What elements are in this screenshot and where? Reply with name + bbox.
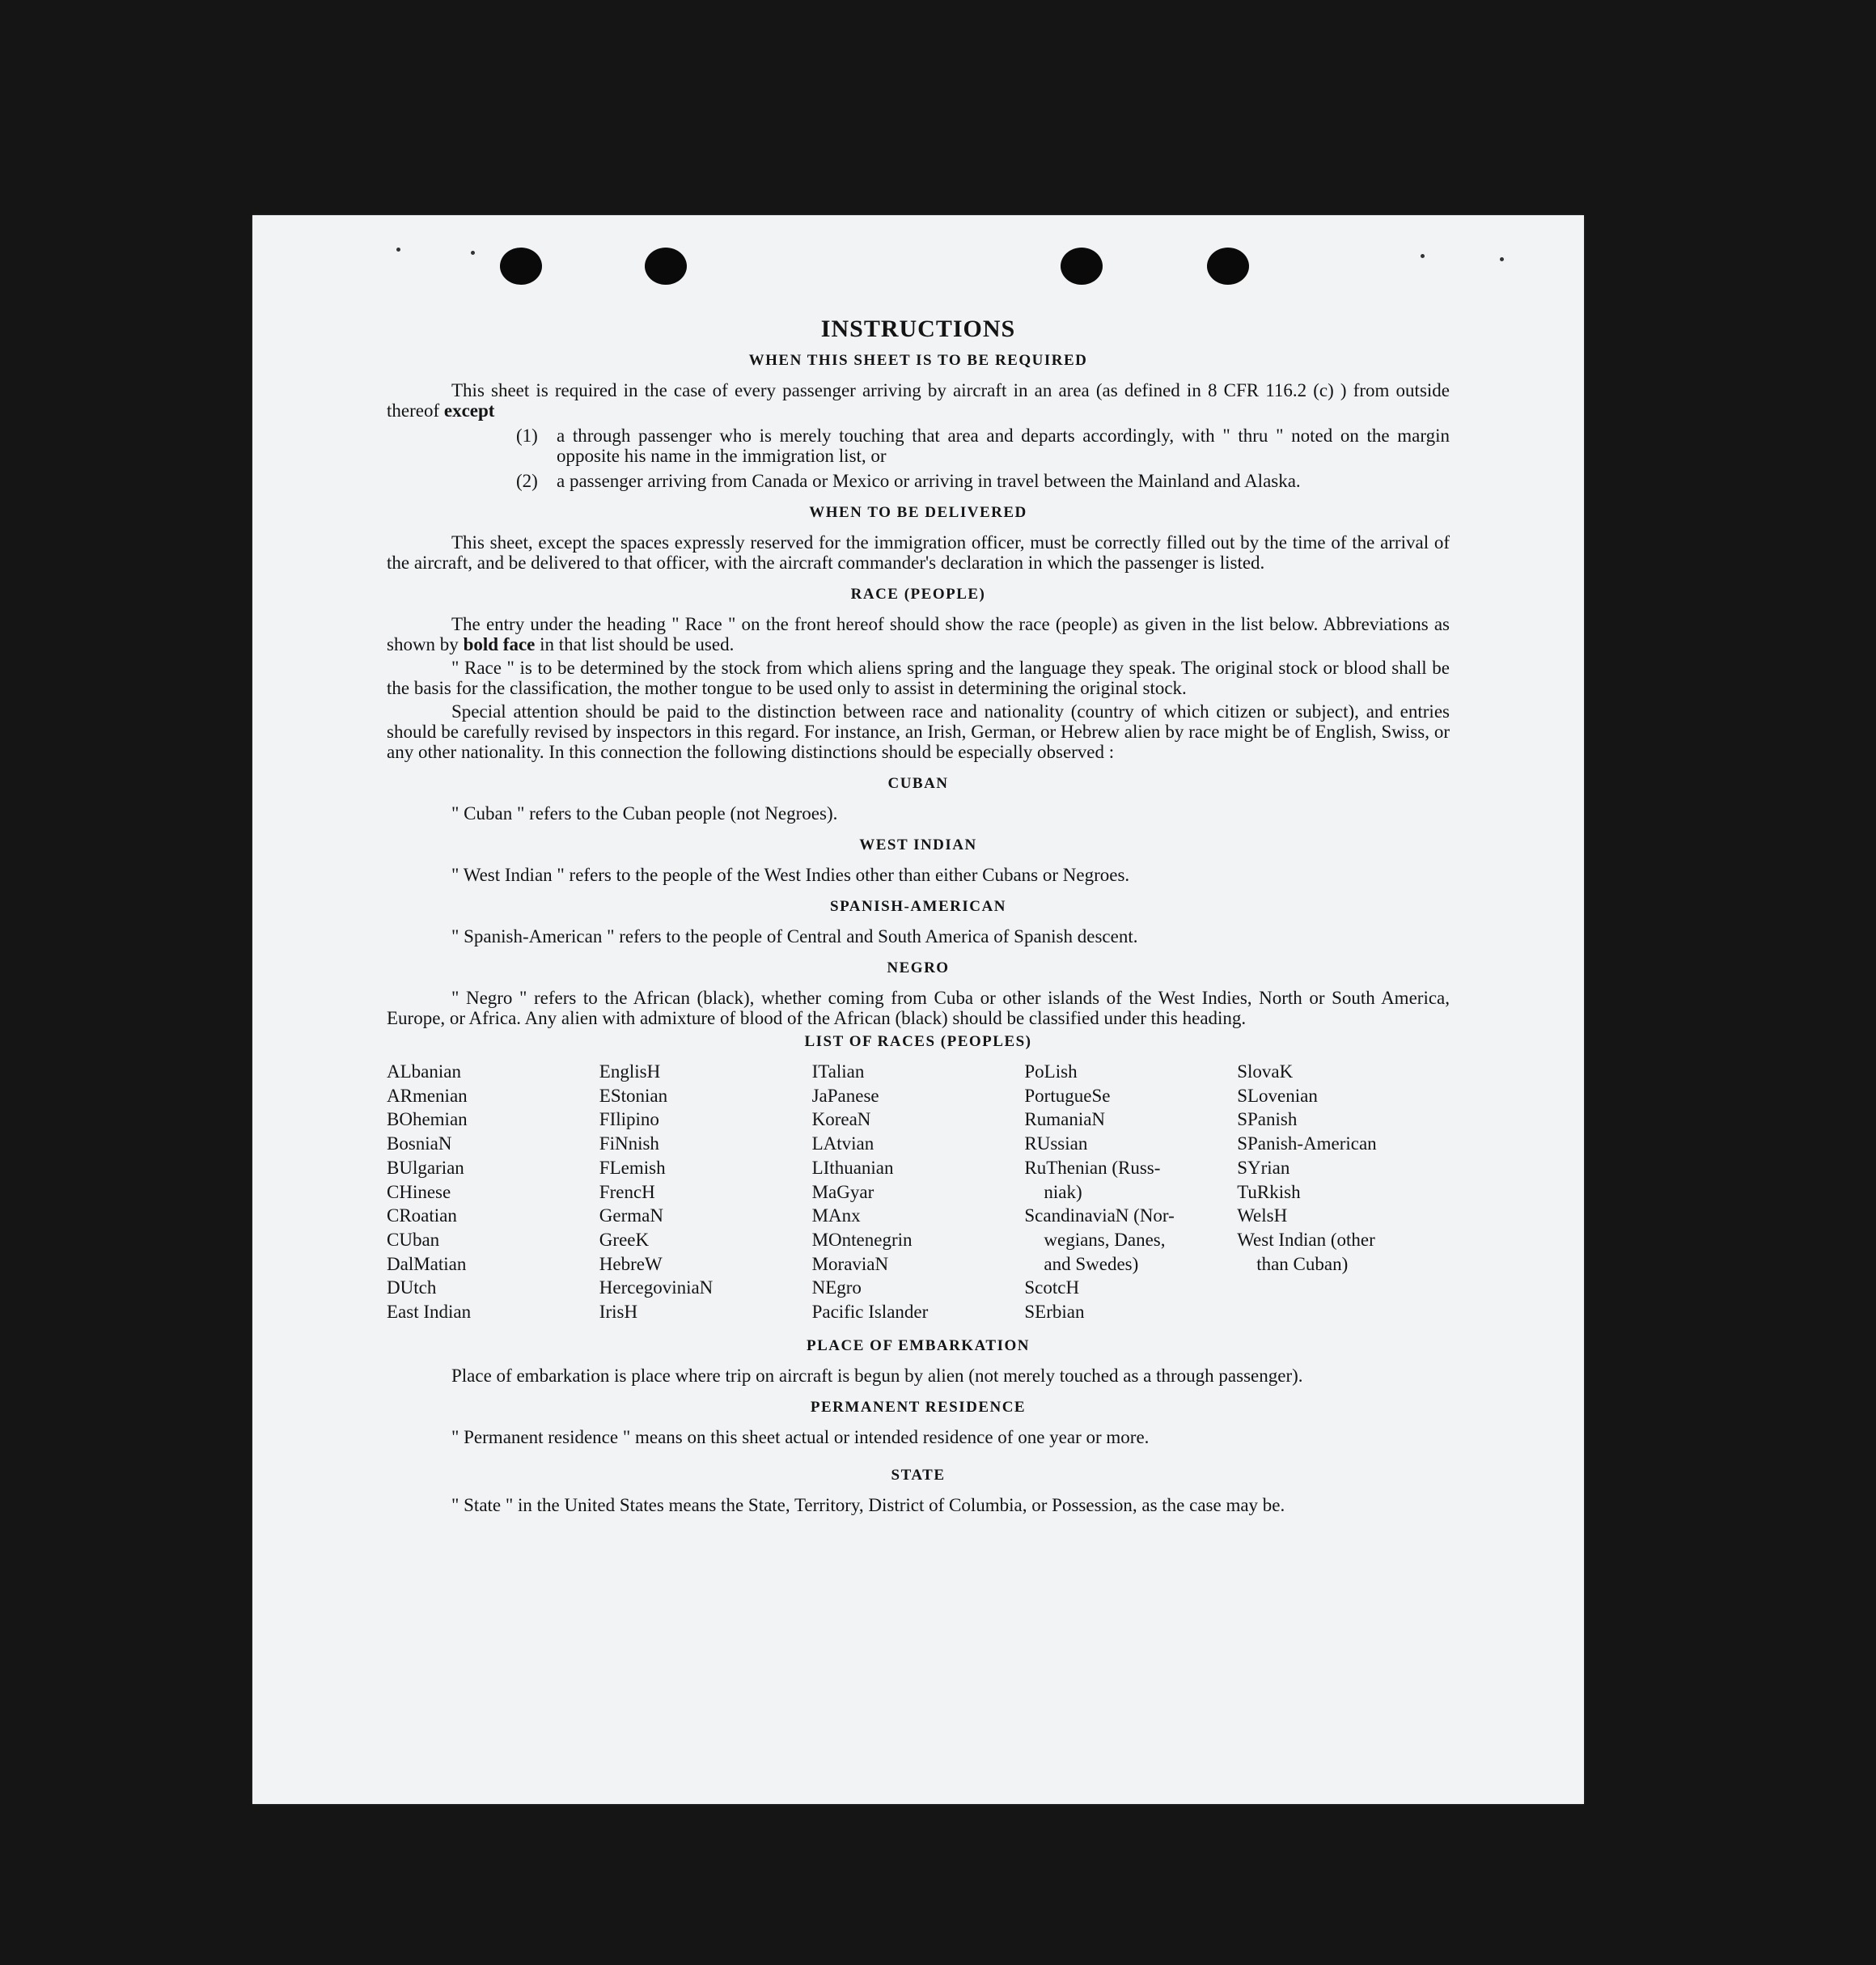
section-heading-west-indian: WEST INDIAN xyxy=(859,836,977,853)
section-heading-when-required: WHEN THIS SHEET IS TO BE REQUIRED xyxy=(748,352,1088,369)
race-paragraph-3: Special attention should be paid to the distinction between race and nationality (country of which citizen or subject), and entries should be carefully revised by inspectors in this regard. For instance, an Irish, German, or Hebrew alien by race might be of English, Swiss, or any other nationality. In this connection the following distinctions should be especially observed : xyxy=(387,701,1450,762)
race-paragraph-1-text-end: in that list should be used. xyxy=(540,634,735,654)
race-entry: West Indian (other xyxy=(1237,1229,1375,1250)
races-column-5 xyxy=(1237,1060,1450,1324)
race-entry: SLovenian xyxy=(1237,1085,1318,1106)
exception-item-1 xyxy=(387,426,1450,466)
section-heading-negro: NEGRO xyxy=(887,959,950,976)
race-entry: HebreW xyxy=(599,1253,663,1274)
race-entry: ScandinaviaN (Nor- xyxy=(1024,1205,1175,1226)
when-required-intro-bold: except xyxy=(443,400,495,421)
races-column-1 xyxy=(387,1060,599,1324)
race-entry: FIlipino xyxy=(599,1109,659,1130)
race-entry: DalMatian xyxy=(387,1253,467,1274)
race-entry: SPanish-American xyxy=(1237,1133,1377,1154)
race-entry: BosniaN xyxy=(387,1133,452,1154)
race-entry: EnglisH xyxy=(599,1061,661,1082)
race-entry: KoreaN xyxy=(811,1109,871,1130)
permanent-residence-text: " Permanent residence " means on this sheet actual or intended residence of one year or more. xyxy=(451,1426,1150,1447)
punch-hole xyxy=(1207,248,1249,285)
exception-item-1-text: a through passenger who is merely touching that area and departs accordingly, with " thru " noted on the margin opposite his name in the immigration list, or xyxy=(557,426,1450,466)
race-entry: MAnx xyxy=(811,1205,861,1226)
race-entry: CUban xyxy=(387,1229,440,1250)
race-entry: ITalian xyxy=(811,1061,865,1082)
spanish-american-text: " Spanish-American " refers to the people of Central and South America of Spanish descent. xyxy=(451,926,1138,947)
race-entry: MaGyar xyxy=(811,1181,874,1202)
races-column-2 xyxy=(599,1060,812,1324)
race-entry: LIthuanian xyxy=(811,1157,894,1178)
race-entry: GermaN xyxy=(599,1205,663,1226)
page-title: INSTRUCTIONS xyxy=(820,316,1016,342)
race-entry: WelsH xyxy=(1237,1205,1288,1226)
race-entry: SlovaK xyxy=(1237,1061,1294,1082)
document-sheet xyxy=(252,215,1584,1804)
section-heading-when-delivered: WHEN TO BE DELIVERED xyxy=(809,504,1027,521)
when-delivered-text: This sheet, except the spaces expressly reserved for the immigration officer, must be correctly filled out by the time of the arrival of the aircraft, and be delivered to that officer, with the aircraft commander's declaration in which the passenger is listed. xyxy=(387,532,1450,573)
race-entry: ScotcH xyxy=(1024,1277,1080,1298)
race-entry: EStonian xyxy=(599,1085,668,1106)
race-entry-continuation: than Cuban) xyxy=(1256,1253,1349,1274)
race-entry: Pacific Islander xyxy=(811,1302,929,1323)
punch-hole xyxy=(645,248,687,285)
race-entry: RuThenian (Russ- xyxy=(1024,1157,1161,1178)
section-heading-state: STATE xyxy=(891,1466,946,1484)
race-entry: RumaniaN xyxy=(1024,1109,1106,1130)
race-paragraph-2: " Race " is to be determined by the stock from which aliens spring and the language they speak. The original stock or blood shall be the basis for the classification, the mother tongue to be used only to assist in determining the original stock. xyxy=(387,658,1450,698)
race-entry: NEgro xyxy=(811,1277,862,1298)
negro-text: " Negro " refers to the African (black), whether coming from Cuba or other islands of the West Indies, North or South America, Europe, or Africa. Any alien with admixture of blood of the African (black) should be classified under this heading. xyxy=(387,988,1450,1028)
section-heading-race: RACE (PEOPLE) xyxy=(850,586,986,603)
race-entry: CHinese xyxy=(387,1181,451,1202)
paper-speck xyxy=(1421,254,1425,258)
race-entry: BOhemian xyxy=(387,1109,468,1130)
race-entry: JaPanese xyxy=(811,1085,879,1106)
race-entry: DUtch xyxy=(387,1277,437,1298)
section-heading-list-of-races: LIST OF RACES (PEOPLES) xyxy=(804,1033,1032,1050)
race-entry: SYrian xyxy=(1237,1157,1290,1178)
race-entry: FLemish xyxy=(599,1157,666,1178)
race-entry: PoLish xyxy=(1024,1061,1078,1082)
race-entry: BUlgarian xyxy=(387,1157,464,1178)
race-entry: ALbanian xyxy=(387,1061,461,1082)
race-entry: ARmenian xyxy=(387,1085,468,1106)
race-entry: HercegoviniaN xyxy=(599,1277,714,1298)
race-entry: East Indian xyxy=(387,1302,472,1323)
when-required-intro-text: This sheet is required in the case of every passenger arriving by aircraft in an area (as defined in 8 CFR 116.2 (c) ) from outside thereof xyxy=(387,380,1450,421)
race-paragraph-1-text: The entry under the heading " Race " on the front hereof should show the race (people) as given in the list below. Abbreviations as shown by xyxy=(387,614,1450,654)
paper-speck xyxy=(1500,257,1504,261)
section-heading-cuban: CUBAN xyxy=(887,775,949,792)
race-entry: LAtvian xyxy=(811,1133,874,1154)
exception-item-1-number: (1) xyxy=(516,426,538,446)
races-column-3 xyxy=(812,1060,1025,1324)
exception-item-2 xyxy=(387,471,1450,491)
place-of-embarkation-text: Place of embarkation is place where trip on aircraft is begun by alien (not merely touched as a through passenger). xyxy=(451,1365,1303,1386)
race-entry-continuation: niak) xyxy=(1044,1181,1082,1202)
race-entry: PortugueSe xyxy=(1024,1085,1111,1106)
race-entry: TuRkish xyxy=(1237,1181,1301,1202)
west-indian-text: " West Indian " refers to the people of the West Indies other than either Cubans or Negroes. xyxy=(451,865,1130,885)
race-entry: GreeK xyxy=(599,1229,650,1250)
section-heading-place-of-embarkation: PLACE OF EMBARKATION xyxy=(807,1336,1030,1354)
state-text: " State " in the United States means the State, Territory, District of Columbia, or Possession, as the case may be. xyxy=(451,1494,1285,1515)
section-heading-permanent-residence: PERMANENT RESIDENCE xyxy=(810,1398,1027,1416)
punch-hole xyxy=(500,248,542,285)
race-paragraph-1-bold: bold face xyxy=(463,634,536,654)
race-entry: SPanish xyxy=(1237,1109,1298,1130)
paper-speck xyxy=(471,251,475,255)
race-entry: FrencH xyxy=(599,1181,655,1202)
race-entry: CRoatian xyxy=(387,1205,457,1226)
when-required-intro xyxy=(387,380,1450,421)
section-heading-spanish-american: SPANISH-AMERICAN xyxy=(830,898,1006,915)
race-entry: MoraviaN xyxy=(811,1253,889,1274)
punch-hole xyxy=(1061,248,1103,285)
race-entry: RUssian xyxy=(1024,1133,1088,1154)
exception-item-2-number: (2) xyxy=(516,471,538,491)
race-paragraph-1 xyxy=(387,614,1450,654)
races-list xyxy=(387,1060,1450,1324)
race-entry-continuation: and Swedes) xyxy=(1044,1253,1139,1274)
race-entry: IrisH xyxy=(599,1302,638,1323)
race-entry-continuation: wegians, Danes, xyxy=(1044,1229,1166,1250)
race-entry: SErbian xyxy=(1024,1302,1085,1323)
paper-speck xyxy=(396,248,400,252)
race-entry: MOntenegrin xyxy=(811,1229,913,1250)
cuban-text: " Cuban " refers to the Cuban people (not Negroes). xyxy=(451,803,838,824)
races-column-4 xyxy=(1024,1060,1237,1324)
race-entry: FiNnish xyxy=(599,1133,659,1154)
instructions-content xyxy=(387,316,1450,1518)
exception-item-2-text: a passenger arriving from Canada or Mexico or arriving in travel between the Mainland and Alaska. xyxy=(557,471,1301,491)
